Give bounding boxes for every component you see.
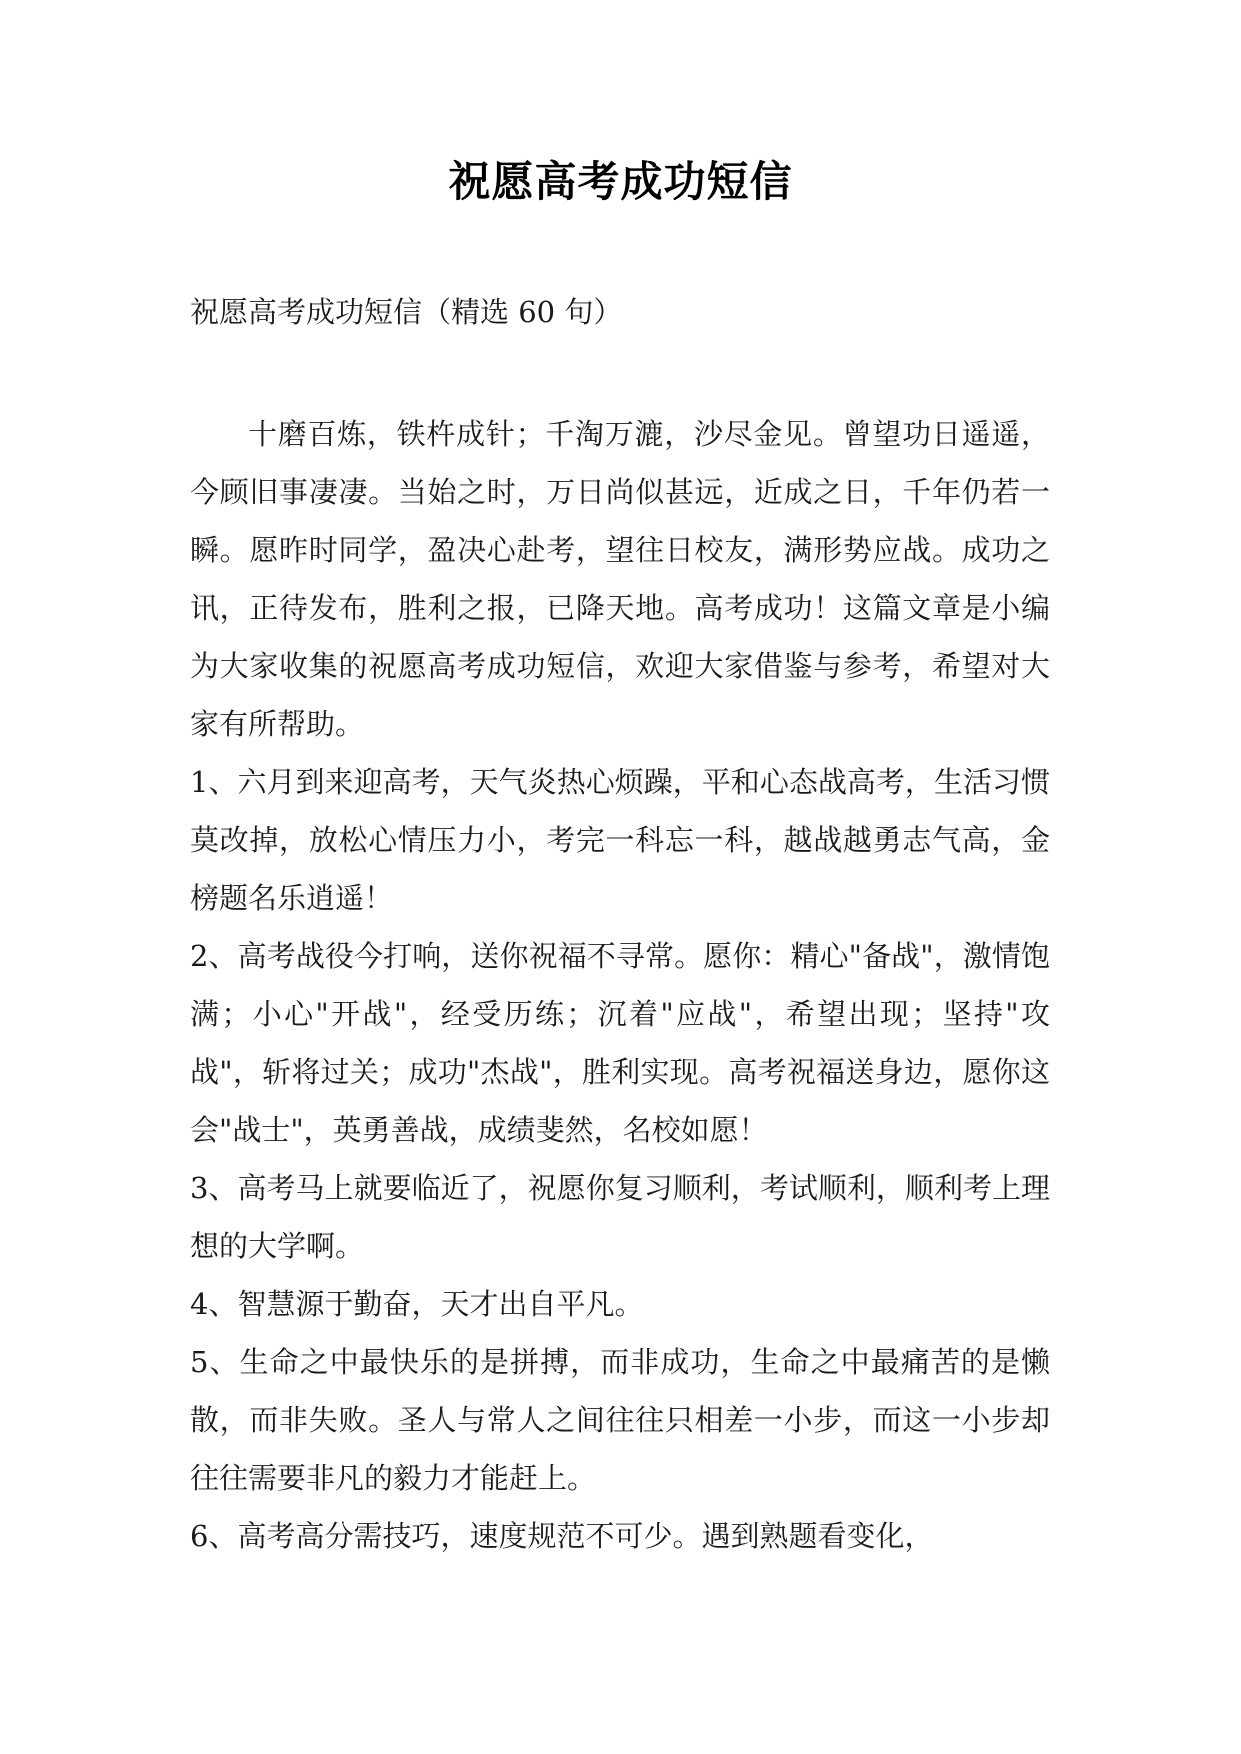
document-title: 祝愿高考成功短信 [448,157,793,206]
list-item: 4、智慧源于勤奋，天才出自平凡。 [190,1287,644,1321]
list-item: 1、六月到来迎高考，天气炎热心烦躁，平和心态战高考，生活习惯莫改掉，放松心情压力小，考完一科忘一科，越战越勇志气高，金榜题名乐逍遥！ [190,765,1050,915]
document-body [190,405,1050,1565]
intro-paragraph: 十磨百炼，铁杵成针；千淘万漉，沙尽金见。曾望功日遥遥，今顾旧事凄凄。当始之时，万日尚似甚远，近成之日，千年仍若一瞬。愿昨时同学，盈决心赴考，望往日校友，满形势应战。成功之讯，正待发布，胜利之报，已降天地。高考成功！这篇文章是小编为大家收集的祝愿高考成功短信，欢迎大家借鉴与参考，希望对大家有所帮助。 [190,417,1050,741]
list-item: 2、高考战役今打响，送你祝福不寻常。愿你：精心"备战"，激情饱满；小心"开战"，经受历练；沉着"应战"，希望出现；坚持"攻战"，斩将过关；成功"杰战"，胜利实现。高考祝福送身边，愿你这会"战士"，英勇善战，成绩斐然，名校如愿！ [190,939,1050,1147]
list-item: 3、高考马上就要临近了，祝愿你复习顺利，考试顺利，顺利考上理想的大学啊。 [190,1171,1050,1263]
list-item: 5、生命之中最快乐的是拼搏，而非成功，生命之中最痛苦的是懒散，而非失败。圣人与常人之间往往只相差一小步，而这一小步却往往需要非凡的毅力才能赶上。 [190,1345,1050,1495]
list-item: 6、高考高分需技巧，速度规范不可少。遇到熟题看变化， [190,1519,934,1553]
document-subtitle: 祝愿高考成功短信（精选 60 句） [190,295,623,329]
